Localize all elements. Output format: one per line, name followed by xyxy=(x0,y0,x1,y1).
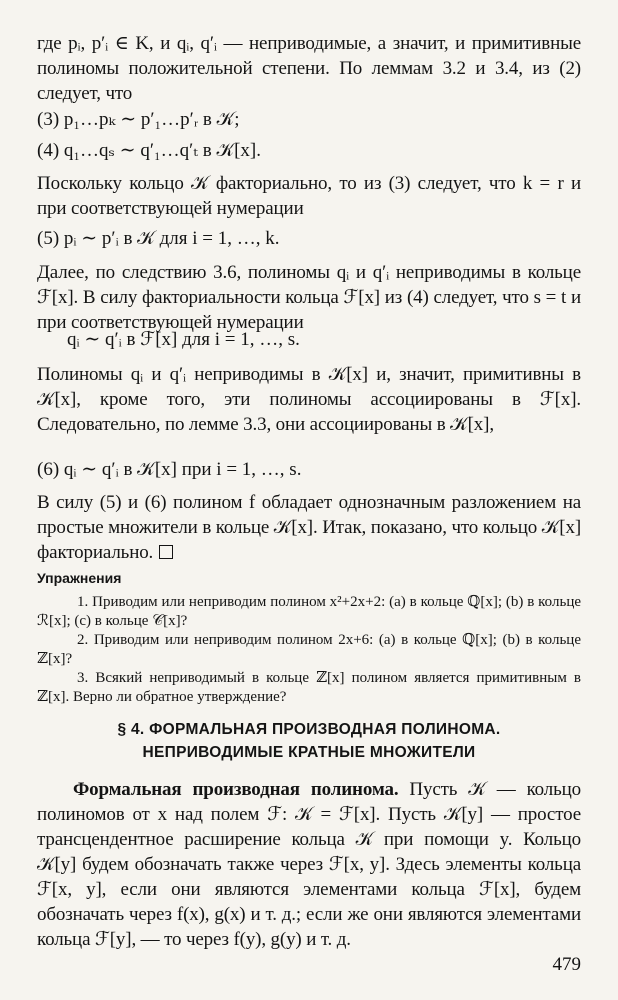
section-title-line2: НЕПРИВОДИМЫЕ КРАТНЫЕ МНОЖИТЕЛИ xyxy=(142,744,476,761)
paragraph-conclusion xyxy=(37,490,581,565)
section-title-line1: § 4. ФОРМАЛЬНАЯ ПРОИЗВОДНАЯ ПОЛИНОМА. xyxy=(117,721,501,738)
paragraph-intro: где pᵢ, p′ᵢ ∈ K, и qᵢ, q′ᵢ — неприводимые, а значит, и примитивные полиномы положительной степени. По леммам 3.2 и 3.4, из (2) следует, что xyxy=(37,33,581,104)
exercises-list xyxy=(37,593,581,707)
page-number: 479 xyxy=(552,954,581,975)
formula-5: (5) pᵢ ∼ p′ᵢ в 𝒦 для i = 1, …, k. xyxy=(37,228,280,249)
paragraph-lead-heading: Формальная производная полинома. xyxy=(73,779,399,800)
exercises-heading: Упражнения xyxy=(37,570,122,586)
formula-4: (4) q₁…qₛ ∼ q′₁…q′ₜ в 𝒦[x]. xyxy=(37,140,261,161)
paragraph-derivative-text: Пусть 𝒦 — кольцо полиномов от x над полем ℱ: 𝒦 = ℱ[x]. Пусть 𝒦[y] — простое трансцендентное расширение кольца 𝒦 при помощи y. Кольцо 𝒦[y] будем обозначать также через ℱ[x, y]. Здесь элементы кольца ℱ[x, y], если они являются элементами кольца ℱ[x], будем обозначать через f(x), g(x) и т. д.; если же они являются элементами кольца ℱ[y], — то через f(y), g(y) и т. д. xyxy=(37,779,581,950)
formula-3: (3) p₁…pₖ ∼ p′₁…p′ᵣ в 𝒦; xyxy=(37,109,240,130)
paragraph-factorial: Поскольку кольцо 𝒦 факториально, то из (3) следует, что k = r и при соответствующей нумерации xyxy=(37,173,581,219)
paragraph-derivative xyxy=(37,777,581,952)
exercise-item: 2. Приводим или неприводим полином 2x+6: (a) в кольце ℚ[x]; (b) в кольце ℤ[x]? xyxy=(37,632,581,667)
paragraph-primitive: Полиномы qᵢ и q′ᵢ неприводимы в 𝒦[x] и, значит, примитивны в 𝒦[x], кроме того, эти полиномы ассоциированы в ℱ[x]. Следовательно, по лемме 3.3, они ассоциированы в 𝒦[x], xyxy=(37,364,581,435)
exercise-item: 1. Приводим или неприводим полином x²+2x+2: (a) в кольце ℚ[x]; (b) в кольце ℛ[x]; (c) в кольце 𝒞[x]? xyxy=(37,594,581,629)
conclusion-text: В силу (5) и (6) полином f обладает однозначным разложением на простые множители в кольце 𝒦[x]. Итак, показано, что кольцо 𝒦[x] факториально. xyxy=(37,492,581,563)
section-title xyxy=(37,718,581,764)
formula-6: (6) qᵢ ∼ q′ᵢ в 𝒦[x] при i = 1, …, s. xyxy=(37,459,302,480)
exercise-item: 3. Всякий неприводимый в кольце ℤ[x] полином является примитивным в ℤ[x]. Верно ли обратное утверждение? xyxy=(37,670,581,705)
end-of-proof-icon xyxy=(159,545,173,559)
formula-unnumbered: qᵢ ∼ q′ᵢ в ℱ[x] для i = 1, …, s. xyxy=(67,329,300,350)
paragraph-corollary: Далее, по следствию 3.6, полиномы qᵢ и q′ᵢ неприводимы в кольце ℱ[x]. В силу факториальности кольца ℱ[x] из (4) следует, что s = t и при соответствующей нумерации xyxy=(37,262,581,333)
